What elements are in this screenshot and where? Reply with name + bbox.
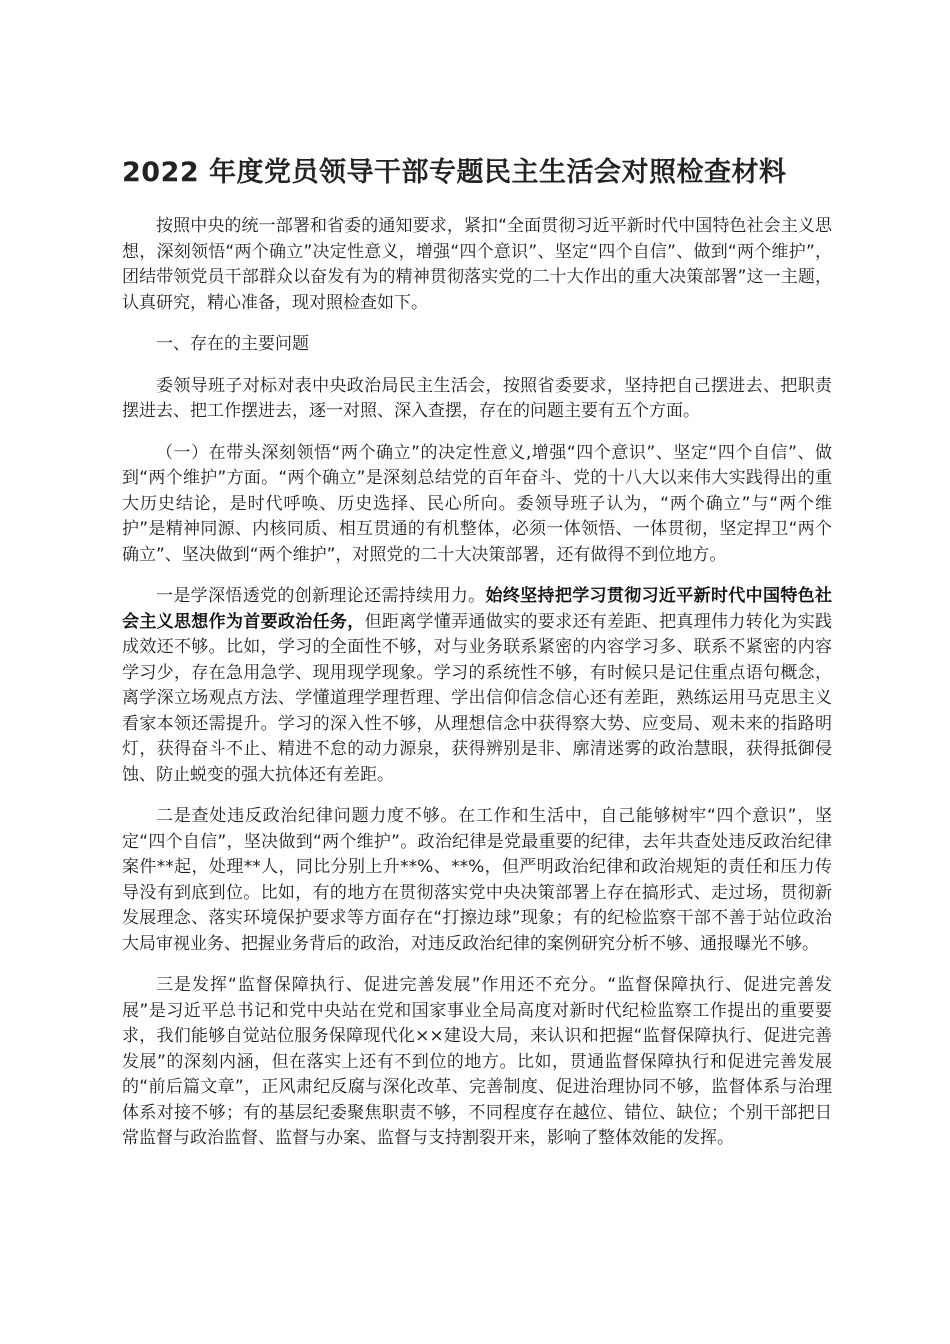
point-2-paragraph: 二是查处违反政治纪律问题力度不够。在工作和生活中，自己能够树牢“四个意识”，坚定“四个自信”，坚决做到“两个维护”。政治纪律是党最重要的纪律，去年共查处违反政治纪律案件**起，处理**人，同比分别上升**%、**%，但严明政治纪律和政治规矩的责任和压力传导没有到底到位。比如，有的地方在贯彻落实党中央决策部署上存在搞形式、走过场，贯彻新发展理念、落实环境保护要求等方面存在“打擦边球”现象；有的纪检监察干部不善于站位政治大局审视业务、把握业务背后的政治，对违反政治纪律的案例研究分析不够、通报曝光不够。 bbox=[122, 806, 832, 954]
point-3-lead-a: 三是发挥 bbox=[156, 975, 228, 995]
point-3-text: “监督保障执行、促进完善发展”是习近平总书记和党中央站在党和国家事业全局高度对新时代纪检监察工作提出的重要要求，我们能够自觉站位服务保障现代化××建设大局，来认识和把握“监督保障执行、促进完善发展”的深刻内涵，但在落实上还有不到位的地方。比如，贯通监督保障执行和促进完善发展的“前后篇文章”，正风肃纪反腐与深化改革、完善制度、促进治理协同不够，监督体系与治理体系对接不够；有的基层纪委聚焦职责不够，不同程度存在越位、错位、缺位；个别干部把日常监督与政治监督、监督与办案、监督与支持割裂开来，影响了整体效能的发挥。 bbox=[122, 975, 833, 1148]
point-3-paragraph bbox=[122, 973, 832, 1152]
section-heading-problems: 一、存在的主要问题 bbox=[156, 334, 309, 354]
subsection-1-text: “两个确立”是深刻总结党的百年奋斗、党的十八大以来伟大实践得出的重大历史结论，是时代呼唤、历史选择、民心所向。委领导班子认为，“两个确立”与“两个维护”是精神同源、内核同质、相互贯通的有机整体，必须一体领悟、一体贯彻，坚定捍卫“两个确立”、坚决做到“两个维护”，对照党的二十大决策部署，还有做得不到位地方。 bbox=[122, 468, 832, 565]
point-3-lead-quote: “监督保障执行、促进完善发展” bbox=[227, 975, 481, 995]
point-1-lead: 一是学深悟透党的创新理论还需持续用力。 bbox=[156, 586, 486, 606]
point-3-lead-b: 作用还不充分。 bbox=[480, 975, 608, 995]
subsection-1-heading: （一）在带头深刻领悟“两个确立”的决定性意义,增强“四个意识”、坚定“四个自信”、做到“两个维护”方面。 bbox=[122, 442, 832, 488]
point-1-emphasis: 始终坚持把学习贯彻习近平新时代中国特色社会主义思想作为首要政治任务， bbox=[122, 586, 832, 632]
point-1-text: 但距离学懂弄通做实的要求还有差距、把真理伟力转化为实践成效还不够。比如，学习的全面性不够，对与业务联系紧密的内容学习多、联系不紧密的内容学习少，存在急用急学、现用现学现象。学习的系统性不够，有时候只是记住重点语句概念，离学深立场观点方法、学懂道理学理哲理、学出信仰信念信心还有差距，熟练运用马克思主义看家本领还需提升。学习的深入性不够，从理想信念中获得察大势、应变局、观未来的指路明灯，获得奋斗不止、精进不怠的动力源泉，获得辨别是非、廓清迷雾的政治慧眼，获得抵御侵蚀、防止蜕变的强大抗体还有差距。 bbox=[122, 611, 833, 785]
section-intro-paragraph: 委领导班子对标对表中央政治局民主生活会，按照省委要求，坚持把自己摆进去、把职责摆进去、把工作摆进去，逐一对照、深入查摆，存在的问题主要有五个方面。 bbox=[122, 375, 832, 421]
subsection-1-paragraph bbox=[122, 441, 832, 569]
point-1-paragraph bbox=[122, 584, 832, 788]
intro-paragraph: 按照中央的统一部署和省委的通知要求，紧扣“全面贯彻习近平新时代中国特色社会主义思想，深刻领悟“两个确立”决定性意义，增强“四个意识”、坚定“四个自信”、做到“两个维护”，团结带领党员干部群众以奋发有为的精神贯彻落实党的二十大作出的重大决策部署”这一主题，认真研究，精心准备，现对照检查如下。 bbox=[122, 216, 832, 313]
document-body bbox=[122, 152, 832, 1168]
document-title: 2022 年度党员领导干部专题民主生活会对照检查材料 bbox=[122, 157, 787, 188]
